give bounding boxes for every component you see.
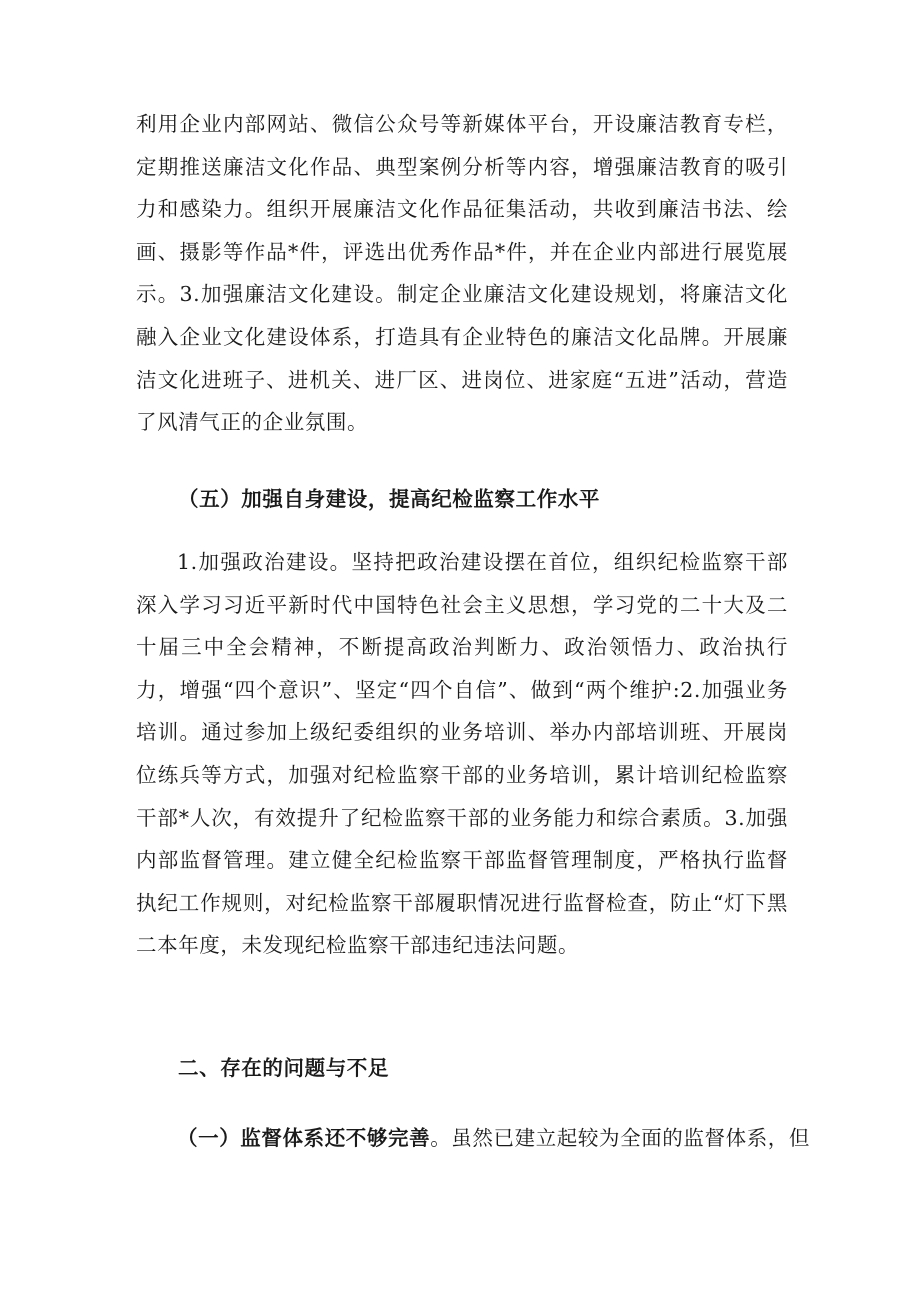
- body-paragraph-problems: [136, 1117, 811, 1160]
- body-paragraph-self-building: 1.加强政治建设。坚持把政治建设摆在首位，组织纪检监察干部深入学习习近平新时代中国特色社会主义思想，学习党的二十大及二十届三中全会精神，不断提高政治判断力、政治领悟力、政治执行力，增强“四个意识”、坚定“四个自信”、做到“两个维护:2.加强业务培训。通过参加上级纪委组织的业务培训、举办内部培训班、开展岗位练兵等方式，加强对纪检监察干部的业务培训，累计培训纪检监察干部*人次，有效提升了纪检监察干部的业务能力和综合素质。3.加强内部监督管理。建立健全纪检监察干部监督管理制度，严格执行监督执纪工作规则，对纪检监察干部履职情况进行监督检查，防止“灯下黑二本年度，未发现纪检监察干部违纪违法问题。: [136, 550, 788, 958]
- section-heading-five: （五）加强自身建设，提高纪检监察工作水平: [178, 487, 600, 511]
- body-text-problems: 。虽然已建立起较为全面的监督体系，但: [430, 1126, 811, 1150]
- subsection-heading-one: （一）监督体系还不够完善: [177, 1126, 431, 1150]
- body-paragraph-culture: 利用企业内部网站、微信公众号等新媒体平台，开设廉洁教育专栏，定期推送廉洁文化作品、典型案例分析等内容，增强廉洁教育的吸引力和感染力。组织开展廉洁文化作品征集活动，共收到廉洁书法、绘画、摄影等作品*件，评选出优秀作品*件，并在企业内部进行展览展示。3.加强廉洁文化建设。制定企业廉洁文化建设规划，将廉洁文化融入企业文化建设体系，打造具有企业特色的廉洁文化品牌。开展廉洁文化进班子、进机关、进厂区、进岗位、进家庭“五进”活动，营造了风清气正的企业氛围。: [136, 112, 788, 435]
- section-heading-two: 二、存在的问题与不足: [178, 1056, 389, 1080]
